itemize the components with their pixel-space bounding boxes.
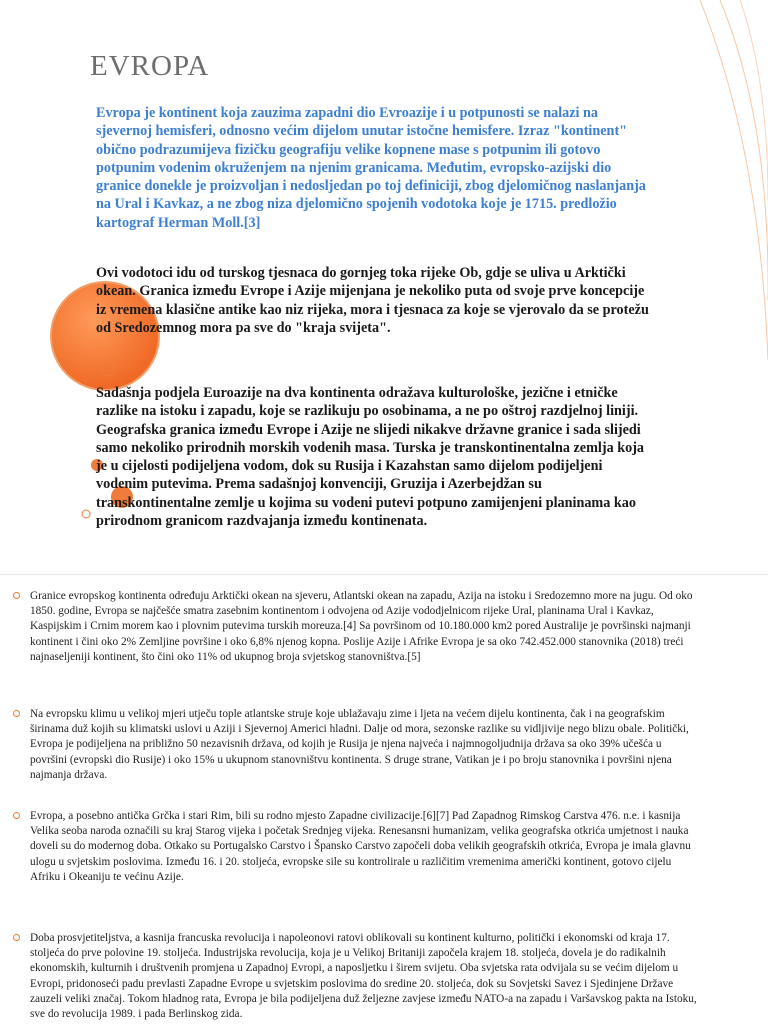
bullet-item xyxy=(30,589,698,665)
bullet-circle-icon xyxy=(13,710,20,717)
bullet-item xyxy=(30,931,698,1022)
page-title: EVROPA xyxy=(90,50,210,82)
bullet-text: Doba prosvjetiteljstva, a kasnija francuska revolucija i napoleonovi ratovi oblikovali su kontinent kulturno, politički i ekonomski od kraja 17. stoljeća do prve polovine 19. stoljeća. Industrijska revolucija, koja je u Velikoj Britaniji započela krajem 18. stoljeća, dovela je do radikalnih ekonomskih, kulturnih i društvenih promjena u Zapadnoj Evropi, a naposljetku i širem svijetu. Oba svjetska rata odvijala su se većim dijelom u Evropi, pridonoseći padu prevlasti Zapadne Evrope u svjetskim poslovima do sredine 20. stoljeća, dok su Sovjetski Savez i Sjedinjene Države zauzeli veliki značaj. Tokom hladnog rata, Evropa je bila podijeljena duž željezne zavjese između NATO-a na zapadu i Varšavskog pakta na Istoku, sve do revolucija 1989. i pada Berlinskog zida. xyxy=(30,932,697,1021)
bullet-text: Granice evropskog kontinenta određuju Arktički okean na sjeveru, Atlantski okean na zapadu, Azija na istoku i Sredozemno more na jugu. Od oko 1850. godine, Evropa se najčešće smatra zasebnim kontinentom i odvojena od Azije vododjelnicom rijeke Ural, planinama Ural i Kavkaz, Kaspijskim i Crnim morem kao i plovnim putevima turskih moreuza.[4] Sa površinom od 10.180.000 km2 pored Australije je površinski najmanji kontinent i čini oko 2% Zemljine površine i oko 6,8% njenog kopna. Poslije Azije i Afrike Evropa je sa oko 742.452.000 stanovnika (2018) treći najnaseljeniji kontinent, što čini oko 11% od ukupnog broja svjetskog stanovništva.[5] xyxy=(30,590,693,663)
bullet-circle-icon xyxy=(13,592,20,599)
bullet-circle-icon xyxy=(13,934,20,941)
bullet-circle-icon xyxy=(13,812,20,819)
bullet-item xyxy=(30,809,698,885)
bullet-text: Na evropsku klimu u velikoj mjeri utječu tople atlantske struje koje ublažavaju zime i ljeta na većem dijelu kontinenta, čak i na geografskim širinama duž kojih su klimatski uslovi u Aziji i Sjevernoj Americi hladni. Dalje od mora, sezonske razlike su vidljivije nego blizu obale. Politički, Evropa je podijeljena na približno 50 nezavisnih država, od kojih je Rusija je njena najveća i najmnogoljudnija država sa oko 39% učešća u površini (evropski dio Rusije) i oko 15% u ukupnom stanovništvu kontinenta. S druge strane, Vatikan je i po broju stanovnika i površini njena najmanja država. xyxy=(30,708,689,781)
intro-paragraph: Evropa je kontinent koja zauzima zapadni dio Evroazije i u potpunosti se nalazi na sjevernoj hemisferi, odnosno većim dijelom unutar istočne hemisfere. Izraz "kontinent" obično podrazumijeva fizičku geografiju velike kopnene mase s potpunim ili gotovo potpunim vodenim okruženjem na njenim granicama. Međutim, evropsko-azijski dio granice donekle je proizvoljan i nedosljedan po toj definiciji, zbog djelomičnog naslanjanja na Ural i Kavkaz, a ne zbog niza djelomično spojenih vodotoka koje je 1715. predložio kartograf Herman Moll.[3] xyxy=(96,105,646,231)
bullet-text: Evropa, a posebno antička Grčka i stari Rim, bili su rodno mjesto Zapadne civilizacije.[6][7] Pad Zapadnog Rimskog Carstva 476. n.e. i kasnija Velika seoba naroda označili su kraj Starog vijeka i početak Srednjeg vijeka. Renesansni humanizam, velika geografska otkrića umjetnost i nauka doveli su do modernog doba. Otkako su Portugalsko Carstvo i Špansko Carstvo započeli doba velikih geografskih otkrića, Evropa je imala glavnu ulogu u svjetskim poslovima. Između 16. i 20. stoljeća, evropske sile su kontrolirale u različitim vremenima američki kontinent, gotovo cijelu Afriku i Okeaniju te većinu Azije. xyxy=(30,810,691,883)
slide-bottom xyxy=(0,574,768,1025)
body-paragraph: Sadašnja podjela Euroazije na dva kontinenta odražava kulturološke, jezične i etničke razlike na istoku i zapadu, koje se razlikuju po osobinama, a ne po oštroj razdjelnoj liniji. Geografska granica između Evrope i Azije ne slijedi nikakve državne granice i sada slijedi samo nekoliko prirodnih morskih vodenih masa. Turska je transkontinentalna zemlja koja je u cijelosti podijeljena vodom, dok su Rusija i Kazahstan samo dijelom podijeljeni vodenim putevima. Prema sadašnjoj konvenciji, Gruzija i Azerbejdžan su transkontinentalne zemlje u kojima su vodeni putevi potpuno zamijenjeni planinama kao prirodnom granicom razdvajanja između kontinenata. xyxy=(96,385,645,530)
bullet-item xyxy=(30,707,698,783)
decor-circle-outline-2 xyxy=(82,510,90,518)
body-paragraph: Ovi vodotoci idu od turskog tjesnaca do gornjeg toka rijeke Ob, gdje se uliva u Arktički okean. Granica između Evrope i Azije mijenjana je nekoliko puta od svoje prve koncepcije iz vremena klasične antike kao niz rijeka, mora i tjesnaca za koje se vjerovalo da se protežu od Sredozemnog mora pa sve do "kraja svijeta". xyxy=(96,265,649,336)
